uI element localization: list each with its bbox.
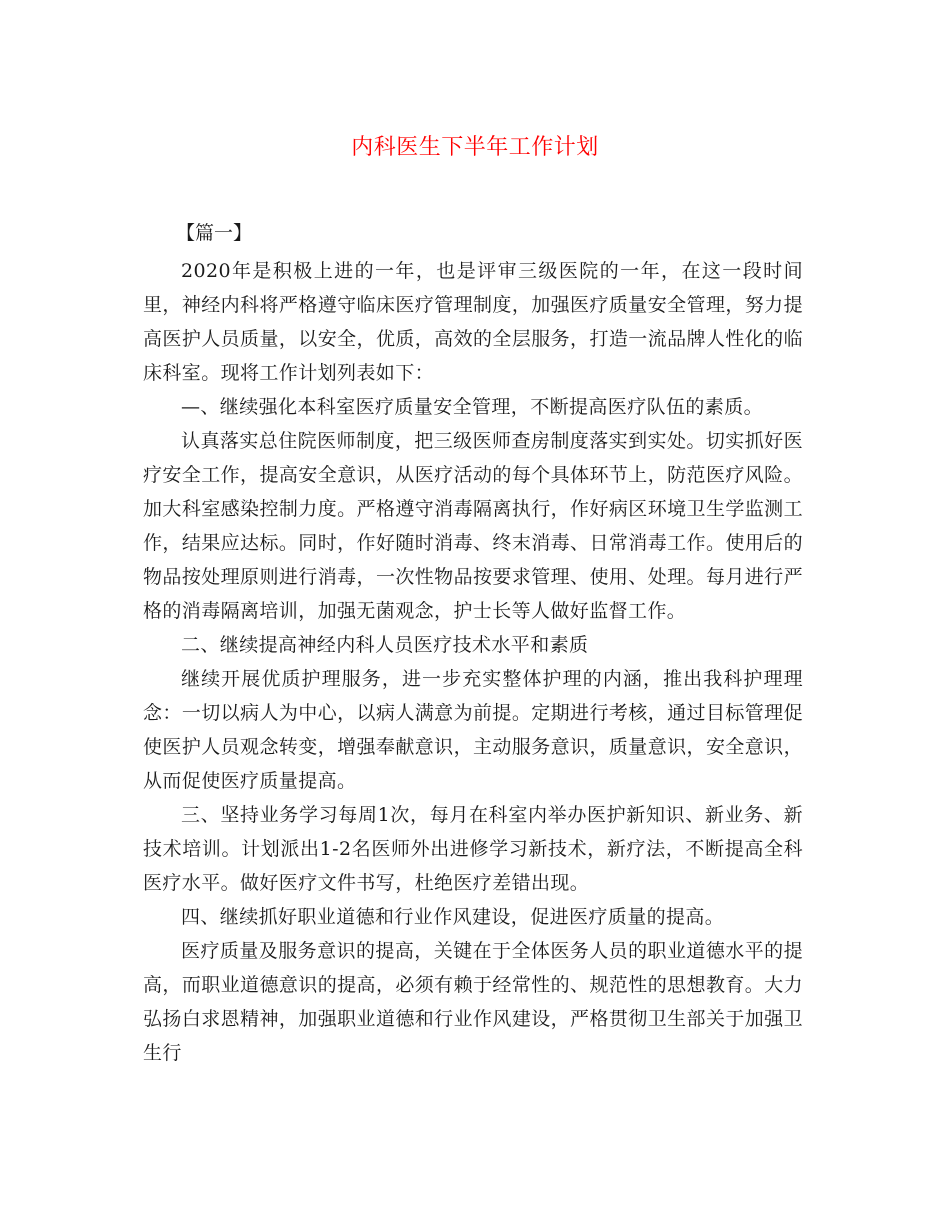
section-label: 【篇一】 <box>176 222 253 244</box>
document-title: 内科医生下半年工作计划 <box>351 135 599 160</box>
paragraph-intro: 2020年是积极上进的一年，也是评审三级医院的一年，在这一段时间里，神经内科将严格遵守临床医疗管理制度，加强医疗质量安全管理，努力提高医护人员质量，以安全，优质，高效的全层服务，打造一流品牌人性化的临床科室。现将工作计划列表如下： <box>143 260 803 384</box>
heading-item-2: 二、继续提高神经内科人员医疗技术水平和素质 <box>181 634 589 656</box>
heading-item-4: 四、继续抓好职业道德和行业作风建设，促进医疗质量的提高。 <box>181 906 725 928</box>
paragraph-item-3: 三、坚持业务学习每周1次，每月在科室内举办医护新知识、新业务、新技术培训。计划派出1-2名医师外出进修学习新技术，新疗法，不断提高全科医疗水平。做好医疗文件书写，杜绝医疗差错出现。 <box>143 804 803 894</box>
heading-item-1: —、继续强化本科室医疗质量安全管理，不断提高医疗队伍的素质。 <box>181 396 764 418</box>
paragraph-item-1: 认真落实总住院医师制度，把三级医师查房制度落实到实处。切实抓好医疗安全工作，提高安全意识，从医疗活动的每个具体环节上，防范医疗风险。加大科室感染控制力度。严格遵守消毒隔离执行，作好病区环境卫生学监测工作，结果应达标。同时，作好随时消毒、终末消毒、日常消毒工作。使用后的物品按处理原则进行消毒，一次性物品按要求管理、使用、处理。每月进行严格的消毒隔离培训，加强无菌观念，护士长等人做好监督工作。 <box>143 430 803 622</box>
paragraph-item-2: 继续开展优质护理服务，进一步充实整体护理的内涵，推出我科护理理念：一切以病人为中心，以病人满意为前提。定期进行考核，通过目标管理促使医护人员观念转变，增强奉献意识，主动服务意识，质量意识，安全意识，从而促使医疗质量提高。 <box>143 668 803 792</box>
paragraph-item-4: 医疗质量及服务意识的提高，关键在于全体医务人员的职业道德水平的提高，而职业道德意识的提高，必须有赖于经常性的、规范性的思想教育。大力弘扬白求恩精神，加强职业道德和行业作风建设，严格贯彻卫生部关于加强卫生行 <box>143 940 803 1064</box>
document-body <box>143 254 803 1070</box>
